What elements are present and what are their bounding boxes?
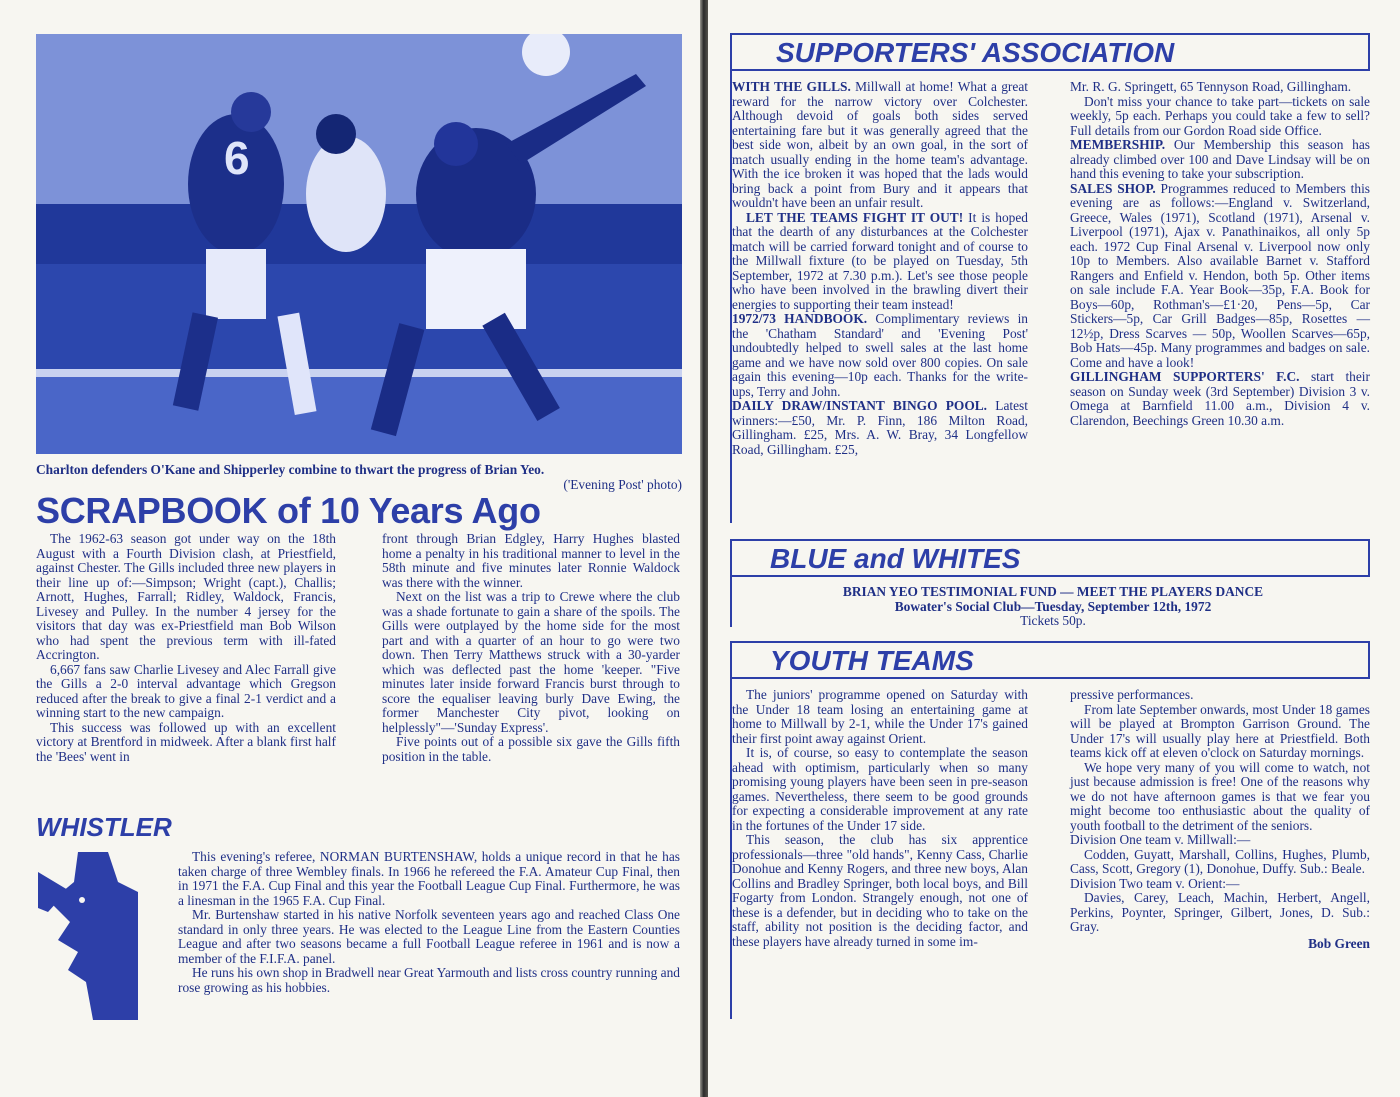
paragraph: The juniors' programme opened on Saturday with the Under 18 team losing an entertaining game at home to Millwall by 2-1, while the Under 17's gained their first point away against Orient. — [732, 687, 1028, 746]
paragraph: From late September onwards, most Under 18 games will be played at Brompton Garrison Ground. The Under 17's will usually play here at Priestfield. Both teams kick off at eleven o'clock on Saturday mornings. — [1070, 701, 1370, 760]
division-two-players: Davies, Carey, Leach, Machin, Herbert, Angell, Perkins, Poynter, Springer, Gilbert, Jones, D. Sub.: Gray. — [1070, 890, 1370, 934]
division-one-players: Codden, Guyatt, Marshall, Collins, Hughes, Plumb, Cass, Scott, Gregory (1), Donohue, Duffy. Sub.: Beale. — [1070, 846, 1370, 876]
paragraph: WITH THE GILLS. Millwall at home! What a great reward for the narrow victory over Colchester. Although devoid of goals both sides served entertaining fare but it was generally agreed that the best side won, albeit by an own goal, in the sort of match usually ending in the home team's advantage. With the ice broken it was hoped that the lads would bring back a point from Bury and it appears that wouldn't have been an unfair result. — [732, 79, 1028, 210]
right-page — [708, 0, 1400, 1097]
division-one-heading: Division One team v. Millwall:— — [1070, 832, 1251, 847]
svg-text:6: 6 — [224, 132, 250, 184]
blue-whites-title: BLUE and WHITES — [770, 543, 1021, 574]
paragraph: Mr. Burtenshaw started in his native Norfolk seventeen years ago and reached Class One standard in only three years. He was elected to the League Line from the Eastern Counties League and after two seasons became a full Football League referee in 1961 and is now a member of the F.I.F.A. panel. — [178, 907, 680, 966]
referee-sketch — [38, 852, 138, 1020]
scrapbook-column-1 — [36, 532, 336, 764]
paragraph: 1972/73 HANDBOOK. Complimentary reviews in the 'Chatham Standard' and 'Evening Post' undoubtedly helped to swell sales at the last home game and we have now sold over 800 copies. On sale again this evening—10p each. Thanks for the write-ups, Terry and John. — [732, 311, 1028, 399]
scrapbook-title: SCRAPBOOK of 10 Years Ago — [36, 490, 541, 531]
caption-text: Charlton defenders O'Kane and Shipperley combine to thwart the progress of Brian Yeo. — [36, 462, 545, 477]
dance-tickets: Tickets 50p. — [1020, 613, 1086, 628]
supporters-title: SUPPORTERS' ASSOCIATION — [776, 37, 1175, 68]
paragraph: SALES SHOP. Programmes reduced to Members this evening are as follows:—England v. Switzerland, Greece, Wales (1971), Scotland (1971), Arsenal v. Liverpool (1971), Ajax v. Panathinaikos, all only 5p each. 1972 Cup Final Arsenal v. Liverpool now only 10p to Members. Also available Barnet v. Stafford Rangers and Enfield v. Hendon, both 5p. Other items on sale include F.A. Year Book—35p, F.A. Book for Boys—60p, Rothman's—£1·20, Pens—5p, Car Stickers—5p, Car Grill Badges—85p, Rosettes — 12½p, Dress Scarves — 50p, Woollen Scarves—65p, Bob Hats—45p. Many programmes and badges on sale. Come and have a look! — [1070, 180, 1371, 370]
whistler-title: WHISTLER — [36, 812, 172, 842]
youth-column-2 — [1070, 688, 1370, 951]
paragraph: This success was followed up with an excellent victory at Brentford in midweek. After a blank first half the 'Bees' went in — [36, 719, 336, 764]
blue-whites-header — [730, 539, 1370, 577]
paragraph: Five points out of a possible six gave the Gills fifth position in the table. — [382, 734, 680, 764]
blue-whites-notice — [738, 585, 1368, 629]
youth-column-1 — [732, 688, 1028, 949]
paragraph: This evening's referee, NORMAN BURTENSHAW, holds a unique record in that he has taken charge of three Wembley finals. In 1966 he refereed the F.A. Amateur Cup Final, then in 1971 the F.A. Cup Final and this year the Football League Cup Final. Furthermore, he was a linesman in the 1965 F.A. Cup Final. — [178, 849, 680, 908]
paragraph: He runs his own shop in Bradwell near Great Yarmouth and lists cross country running and rose growing as his hobbies. — [178, 965, 680, 995]
paragraph: We hope very many of you will come to watch, not just because admission is free! One of the reasons why we do not have afternoon games is that we fear you might become too enthusiastic about the quality of youth football to the detriment of the seniors. — [1070, 759, 1370, 833]
whistler-body — [178, 850, 680, 995]
paragraph: It is, of course, so easy to contemplate the season ahead with optimism, particularly when so many promising young players have been seen in pre-season games. Nevertheless, there seem to be good grounds for expecting a considerable improvement at any rate in the fortunes of the Under 17 side. — [732, 745, 1028, 833]
paragraph: Next on the list was a trip to Crewe where the club was a shade fortunate to gain a share of the spoils. The Gills were outplayed by the home side for the most part and with a quarter of an hour to go were two down. Then Terry Matthews struck with a 30-yarder which was deflected past the home 'keeper. "Five minutes later inside forward Francis burst through to score the equaliser leaving burly Dave Ewing, the former Manchester City pivot, looking on helplessly"—'Sunday Express'. — [382, 589, 680, 735]
binding-gutter — [700, 0, 708, 1097]
author-signature: Bob Green — [1308, 935, 1370, 951]
youth-header — [730, 641, 1370, 679]
paragraph: 6,667 fans saw Charlie Livesey and Alec Farrall give the Gills a 2-0 interval advantage which Gregson reduced after the break to give a final 2-1 verdict and a winning start to the new campaign. — [36, 661, 336, 720]
photo-credit: ('Evening Post' photo) — [563, 477, 682, 492]
paragraph: Don't miss your chance to take part—tickets on sale weekly, 5p each. Perhaps you could take a few to sell? Full details from our Gordon Road side Office. — [1070, 93, 1370, 138]
dance-title: BRIAN YEO TESTIMONIAL FUND — MEET THE PLAYERS DANCE — [842, 584, 1264, 599]
paragraph: This season, the club has six apprentice professionals—three "old hands", Kenny Cass, Charlie Donohue and Kenny Rogers, and three new boys, Alan Collins and Bradley Springer, both local boys, and Bill Fogarty from London. Strangely enough, not one of these is a defender, but in deciding who to take on the staff, ability not position is the deciding factor, and these players have already turned in some im- — [732, 832, 1028, 949]
paragraph: pressive performances. — [1070, 687, 1194, 702]
paragraph: front through Brian Edgley, Harry Hughes blasted home a penalty in his traditional manner to level in the 58th minute and five minutes later Ronnie Waldock was there with the winner. — [382, 531, 680, 590]
division-two-heading: Division Two team v. Orient:— — [1070, 875, 1240, 891]
supporters-column-2 — [1070, 80, 1370, 428]
supporters-header — [730, 33, 1370, 71]
paragraph: GILLINGHAM SUPPORTERS' F.C. start their season on Sunday week (3rd September) Division 3 v. Omega at Barnfield 11.00 a.m., Division 4 v. Clarendon, Beechings Green 10.30 a.m. — [1070, 369, 1370, 428]
youth-title: YOUTH TEAMS — [770, 645, 974, 676]
paragraph: MEMBERSHIP. Our Membership this season has already climbed over 100 and Dave Lindsay will be on hand this evening to take your subscription. — [1070, 137, 1370, 181]
paragraph: Mr. R. G. Springett, 65 Tennyson Road, Gillingham. — [1070, 79, 1352, 94]
paragraph: The 1962-63 season got under way on the 18th August with a Fourth Division clash, at Priestfield, against Chester. The Gills included three new players in their line up of:—Simpson; Wright (capt.), Challis; Arnott, Hughes, Farrall; Ridley, Waldock, Francis, Livesey and Pulley. In the number 4 jersey for the visitors that day was ex-Priestfield man Bob Wilson who had spent the previous term with ill-fated Accrington. — [36, 531, 336, 662]
match-photo — [36, 34, 682, 454]
dance-venue: Bowater's Social Club—Tuesday, September 12th, 1972 — [894, 598, 1212, 614]
paragraph: DAILY DRAW/INSTANT BINGO POOL. Latest winners:—£50, Mr. P. Finn, 186 Milton Road, Gillingham. £25, Mrs. A. W. Bray, 34 Longfellow Road, Gillingham. £25, — [732, 398, 1028, 457]
section-rule — [730, 577, 732, 627]
paragraph: LET THE TEAMS FIGHT IT OUT! It is hoped that the dearth of any disturbances at the Colchester match will be carried forward tonight and of course to the Millwall fixture (to be played on Tuesday, 5th September, 1972 at 7.30 p.m.). Let's see those people who have been involved in the brawling divert their energies to supporting their team instead! — [732, 209, 1028, 312]
supporters-column-1 — [732, 80, 1028, 457]
scrapbook-column-2 — [382, 532, 680, 764]
photo-caption — [36, 462, 682, 492]
